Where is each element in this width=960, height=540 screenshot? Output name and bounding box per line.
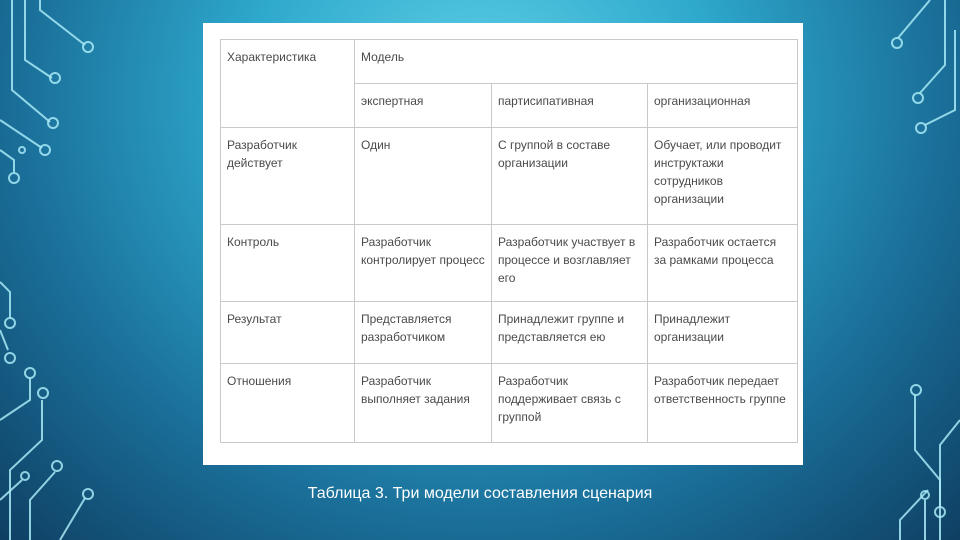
table-cell: Разработчик выполняет задания — [355, 364, 492, 443]
table-cell: Разработчик остается за рамками процесса — [648, 225, 798, 302]
table-card — [203, 23, 803, 465]
table-header-row — [221, 40, 798, 84]
table-row — [221, 364, 798, 443]
table-cell: Принадлежит организации — [648, 302, 798, 364]
table-cell: Принадлежит группе и представляется ею — [492, 302, 648, 364]
table-row — [221, 225, 798, 302]
row-label: Контроль — [221, 225, 355, 302]
table-row — [221, 128, 798, 225]
table-cell: Обучает, или проводит инструктажи сотрудников организации — [648, 128, 798, 225]
table-cell: Один — [355, 128, 492, 225]
table-cell: Разработчик контролирует процесс — [355, 225, 492, 302]
table-cell: Разработчик передает ответственность группе — [648, 364, 798, 443]
row-label: Разработчик действует — [221, 128, 355, 225]
header-characteristic: Характеристика — [221, 40, 355, 128]
table-cell: С группой в составе организации — [492, 128, 648, 225]
table-caption: Таблица 3. Три модели составления сценария — [307, 485, 653, 502]
model-expert: экспертная — [355, 84, 492, 128]
table-row — [221, 302, 798, 364]
model-organizational: организационная — [648, 84, 798, 128]
row-label: Отношения — [221, 364, 355, 443]
table-cell: Разработчик поддерживает связь с группой — [492, 364, 648, 443]
table-cell: Представляется разработчиком — [355, 302, 492, 364]
models-table — [220, 39, 798, 443]
header-model: Модель — [355, 40, 798, 84]
table-cell: Разработчик участвует в процессе и возглавляет его — [492, 225, 648, 302]
row-label: Результат — [221, 302, 355, 364]
model-participative: партисипативная — [492, 84, 648, 128]
